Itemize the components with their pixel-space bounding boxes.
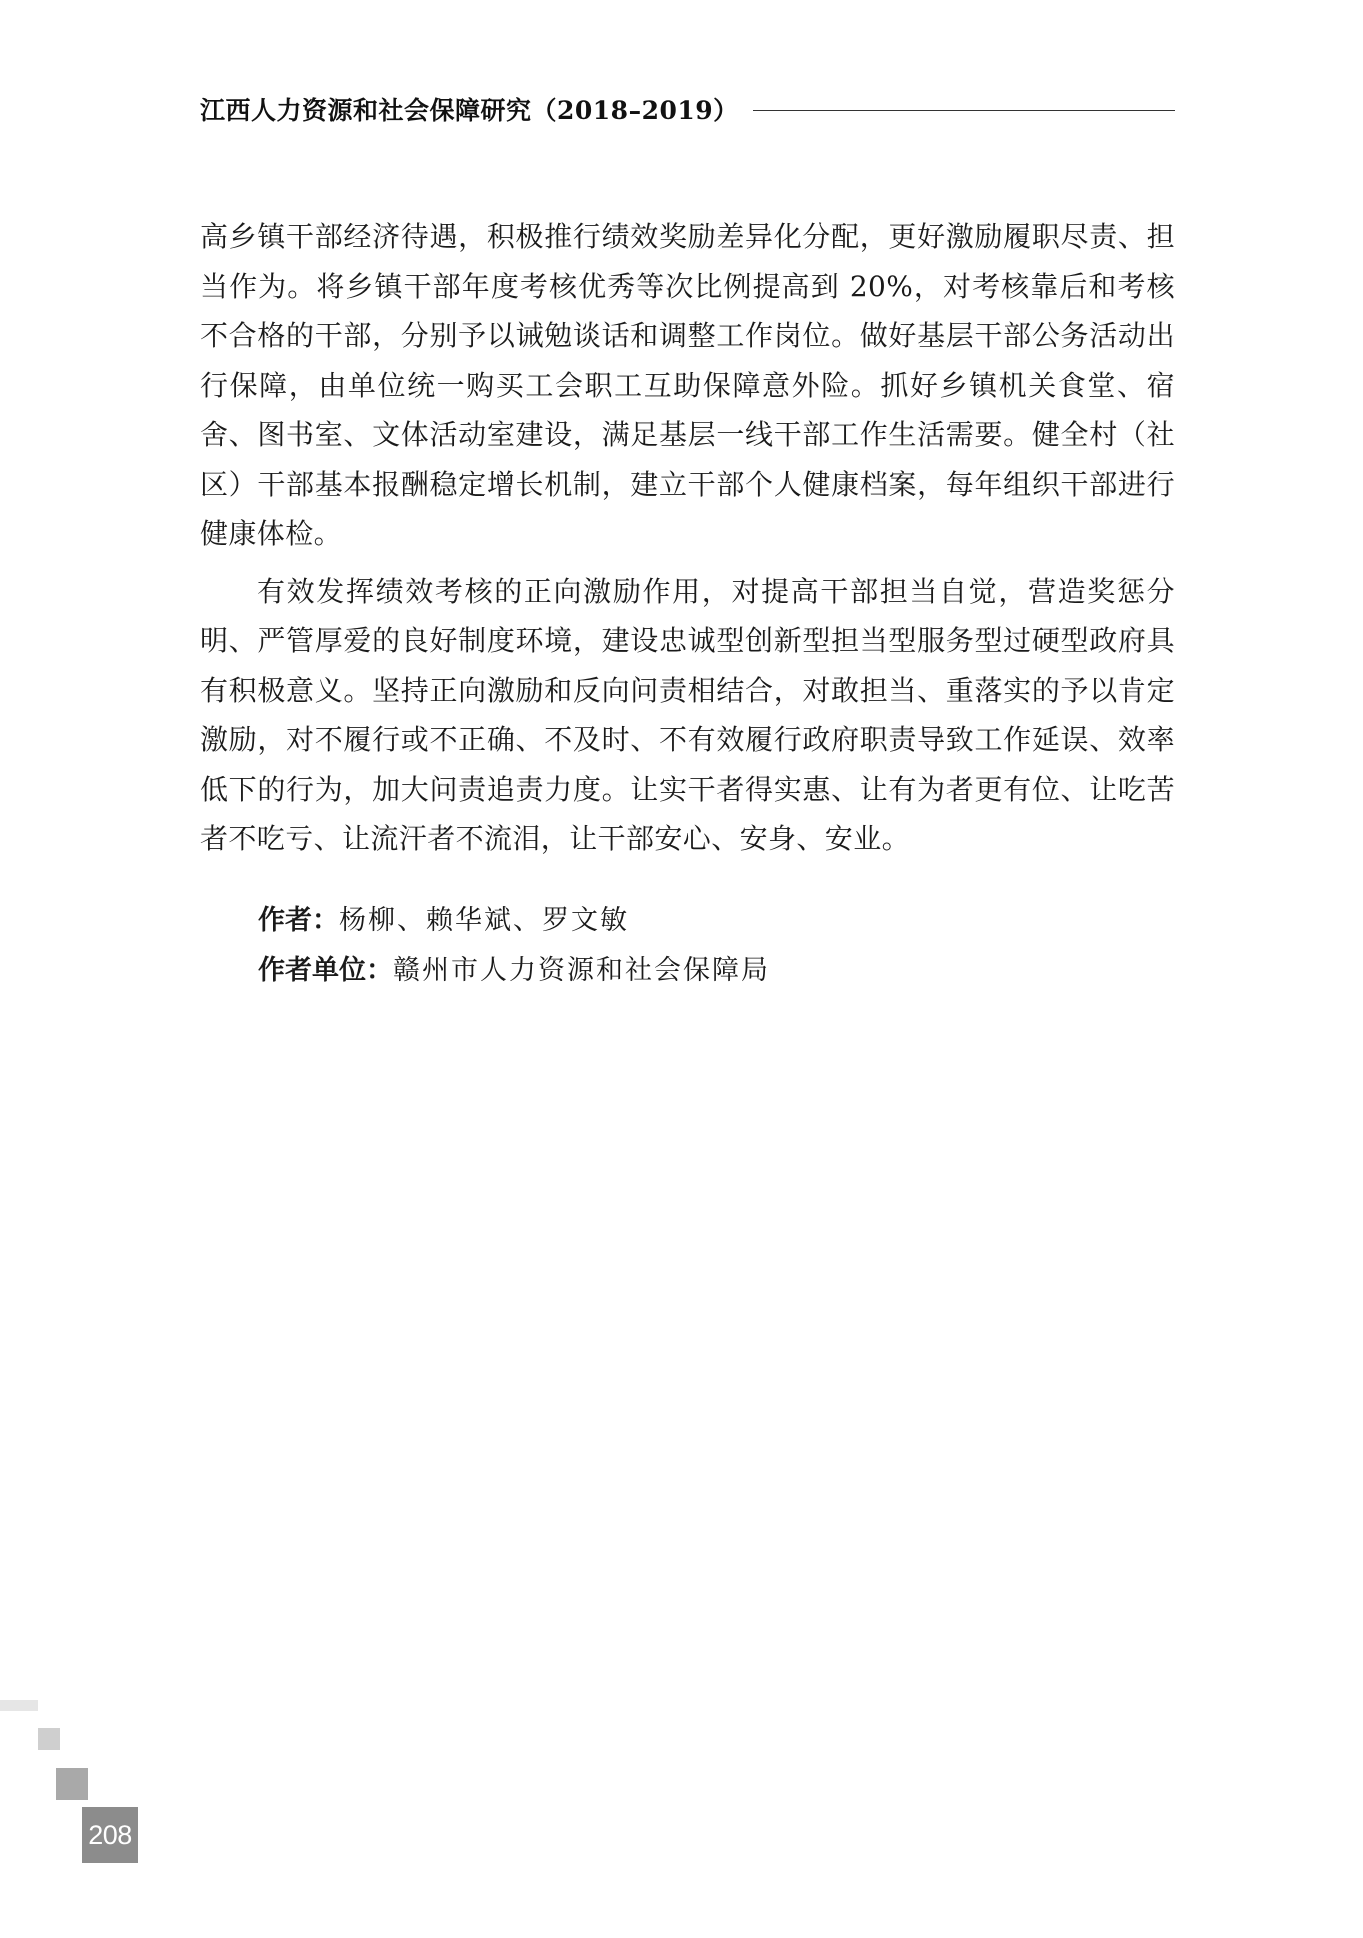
- paragraph-1: 高乡镇干部经济待遇，积极推行绩效奖励差异化分配，更好激励履职尽责、担当作为。将乡镇干部年度考核优秀等次比例提高到 20%，对考核靠后和考核不合格的干部，分别予以诫勉谈话和调整工作岗位。做好基层干部公务活动出行保障，由单位统一购买工会职工互助保障意外险。抓好乡镇机关食堂、宿舍、图书室、文体活动室建设，满足基层一线干部工作生活需要。健全村（社区）干部基本报酬稳定增长机制，建立干部个人健康档案，每年组织干部进行健康体检。: [200, 220, 1175, 550]
- running-header: [200, 92, 1175, 126]
- page-number: 208: [88, 1819, 132, 1850]
- author-line: [258, 896, 1158, 946]
- decorative-square-3: [56, 1768, 88, 1800]
- author-block: [258, 896, 1158, 996]
- decorative-square-2: [38, 1728, 60, 1750]
- author-unit-label: 作者单位：: [258, 955, 393, 986]
- author-names: 杨柳、赖华斌、罗文敏: [339, 905, 629, 936]
- body-text: [200, 212, 1175, 864]
- decorative-square-1: [0, 1700, 38, 1711]
- header-rule: [753, 110, 1175, 111]
- page-number-box: [82, 1807, 138, 1863]
- author-unit-line: [258, 946, 1158, 996]
- book-title: 江西人力资源和社会保障研究（2018–2019）: [200, 96, 739, 125]
- author-label: 作者：: [258, 905, 339, 936]
- paragraph-2: 有效发挥绩效考核的正向激励作用，对提高干部担当自觉，营造奖惩分明、严管厚爱的良好制度环境，建设忠诚型创新型担当型服务型过硬型政府具有积极意义。坚持正向激励和反向问责相结合，对敢担当、重落实的予以肯定激励，对不履行或不正确、不及时、不有效履行政府职责导致工作延误、效率低下的行为，加大问责追责力度。让实干者得实惠、让有为者更有位、让吃苦者不吃亏、让流汗者不流泪，让干部安心、安身、安业。: [200, 574, 1175, 855]
- author-unit-name: 赣州市人力资源和社会保障局: [393, 955, 770, 986]
